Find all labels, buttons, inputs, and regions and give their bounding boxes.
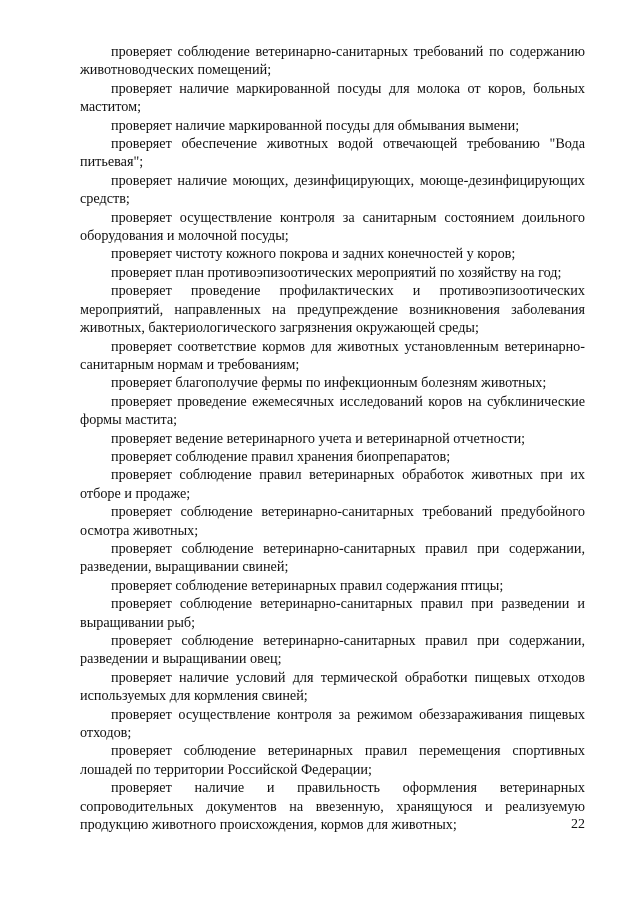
paragraph: проверяет соблюдение ветеринарно-санитарных правил при содержании, разведении, выращивании свиней; — [80, 540, 585, 576]
paragraph: проверяет наличие маркированной посуды для молока от коров, больных маститом; — [80, 80, 585, 116]
paragraph: проверяет чистоту кожного покрова и задних конечностей у коров; — [111, 246, 516, 263]
page-number: 22 — [571, 817, 585, 832]
document-body — [80, 43, 585, 834]
paragraph: проверяет осуществление контроля за санитарным состоянием доильного оборудования и молочной посуды; — [80, 209, 585, 245]
paragraph: проверяет соблюдение ветеринарных правил содержания птицы; — [111, 577, 504, 594]
paragraph: проверяет соблюдение ветеринарно-санитарных требований предубойного осмотра животных; — [80, 504, 585, 539]
paragraph: проверяет соблюдение ветеринарно-санитарных правил при содержании, разведении и выращивании овец; — [80, 633, 585, 668]
paragraph: проверяет соответствие кормов для животных установленным ветеринарно-санитарным нормам и требованиям; — [80, 338, 585, 373]
paragraph: проверяет соблюдение ветеринарных правил перемещения спортивных лошадей по территории Российской Федерации; — [80, 743, 585, 778]
paragraph: проверяет соблюдение правил хранения биопрепаратов; — [111, 448, 451, 465]
paragraph: проверяет обеспечение животных водой отвечающей требованию "Вода питьевая"; — [80, 136, 585, 171]
paragraph: проверяет проведение профилактических и противоэпизоотических мероприятий, направленных на предупреждение возникновения заболевания животных, бактериологического загрязнения окружающей среды; — [80, 283, 585, 337]
paragraph: проверяет наличие моющих, дезинфицирующих, моюще-дезинфицирующих средств; — [80, 172, 585, 208]
paragraph: проверяет соблюдение ветеринарно-санитарных требований по содержанию животноводческих помещений; — [80, 44, 585, 79]
paragraph: проверяет наличие условий для термической обработки пищевых отходов используемых для кормления свиней; — [80, 669, 585, 705]
paragraph: проверяет соблюдение ветеринарно-санитарных правил при разведении и выращивании рыб; — [80, 596, 585, 631]
paragraph: проверяет наличие и правильность оформления ветеринарных сопроводительных документов на ввезенную, хранящуюся и реализуемую продукцию животного происхождения, кормов для животных; — [80, 780, 585, 834]
paragraph: проверяет осуществление контроля за режимом обеззараживания пищевых отходов; — [80, 706, 585, 742]
paragraph: проверяет благополучие фермы по инфекционным болезням животных; — [111, 375, 547, 392]
paragraph: проверяет ведение ветеринарного учета и ветеринарной отчетности; — [111, 430, 526, 447]
paragraph: проверяет проведение ежемесячных исследований коров на субклинические формы мастита; — [80, 393, 585, 429]
paragraph: проверяет соблюдение правил ветеринарных обработок животных при их отборе и продаже; — [80, 467, 585, 502]
paragraph: проверяет наличие маркированной посуды для обмывания вымени; — [111, 117, 520, 134]
paragraph: проверяет план противоэпизоотических мероприятий по хозяйству на год; — [111, 264, 562, 281]
